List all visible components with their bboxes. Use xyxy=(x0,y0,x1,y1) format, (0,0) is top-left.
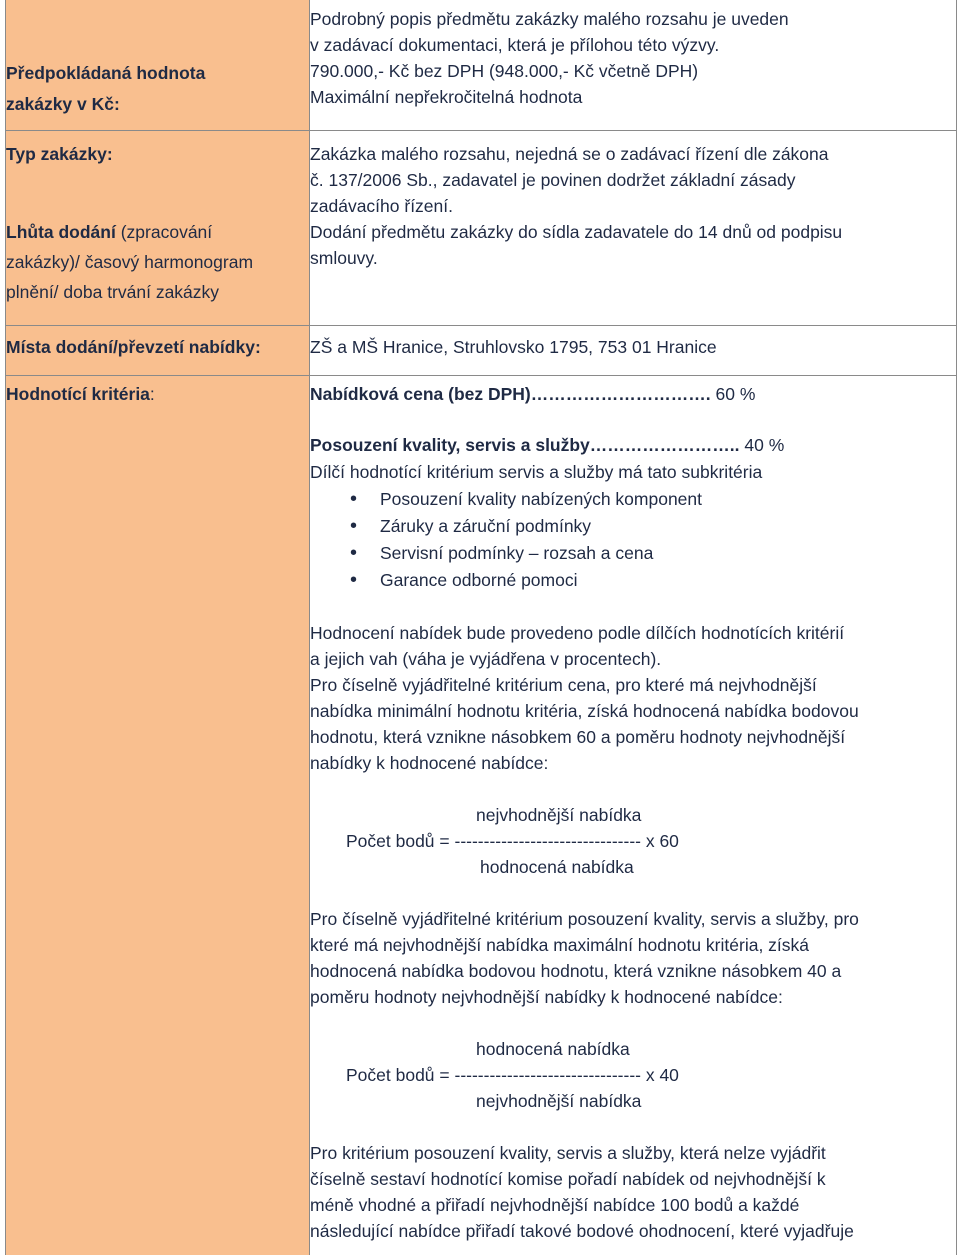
criterion-quality-weight: 40 % xyxy=(739,434,785,455)
text-line: nabídka minimální hodnotu kritéria, získá hodnocená nabídka bodovou xyxy=(310,700,859,721)
deadline-line2: smlouvy. xyxy=(310,247,378,268)
label-criteria-bold: Hodnotící kritéria xyxy=(6,383,150,404)
criterion-price xyxy=(310,380,956,408)
row-delivery-place xyxy=(6,325,957,375)
row-evaluation-criteria xyxy=(6,375,957,1255)
text-line: které má nejvhodnější nabídka maximální hodnotu kritéria, získá xyxy=(310,934,810,955)
criterion-price-label: Nabídková cena (bez DPH)…………………………. xyxy=(310,383,711,404)
text-line: poměru hodnoty nejvhodnější nabídky k hodnocené nabídce: xyxy=(310,986,783,1007)
list-item: • Záruky a záruční podmínky xyxy=(380,513,956,540)
tender-details-table xyxy=(5,0,957,1255)
text-line: Pro kritérium posouzení kvality, servis a služby, která nelze vyjádřit xyxy=(310,1142,826,1163)
label-delivery-place xyxy=(6,325,310,375)
value-estimated-value xyxy=(310,0,957,130)
subcriteria-list xyxy=(310,486,956,594)
text-line: číselně sestaví hodnotící komise pořadí nabídek od nejvhodnější k xyxy=(310,1168,826,1189)
text-line: Pro číselně vyjádřitelné kritérium posouzení kvality, servis a služby, pro xyxy=(310,908,859,929)
criterion-price-weight: 60 % xyxy=(710,383,756,404)
label-deadline-line2: zakázky)/ časový harmonogram xyxy=(6,251,254,272)
text-line: a jejich vah (váha je vyjádřena v procentech). xyxy=(310,648,662,669)
list-item: • Servisní podmínky – rozsah a cena xyxy=(380,540,956,567)
label-deadline-rest: (zpracování xyxy=(115,221,213,242)
evaluation-paragraph xyxy=(310,620,956,776)
contract-type-line2: č. 137/2006 Sb., zadavatel je povinen dodržet základní zásady xyxy=(310,169,796,190)
criterion-quality xyxy=(310,432,956,459)
formula-main: Počet bodů = -------------------------------- x 40 xyxy=(346,1064,679,1085)
intro-line2: v zadávací dokumentaci, která je přílohou této výzvy. xyxy=(310,35,720,55)
text-line: hodnotu, která vznikne násobkem 60 a poměru hodnoty nejvhodnější xyxy=(310,726,846,747)
delivery-place-address: ZŠ a MŠ Hranice, Struhlovsko 1795, 753 01 Hranice xyxy=(310,336,717,357)
text-line: hodnocená nabídka bodovou hodnotu, která vznikne násobkem 40 a xyxy=(310,960,842,981)
formula-numerator: hodnocená nabídka xyxy=(476,1038,630,1059)
text-line: následující nabídce přiřadí takové bodové ohodnocení, které vyjadřuje xyxy=(310,1220,854,1241)
label-estimated-value-line2: zakázky v Kč: xyxy=(6,94,120,114)
label-estimated-value-line1: Předpokládaná hodnota xyxy=(6,63,206,83)
text-line: méně vhodné a přiřadí nejvhodnější nabídce 100 bodů a každé xyxy=(310,1194,800,1215)
subcriteria-intro: Dílčí hodnotící kritérium servis a služby má tato subkritéria xyxy=(310,461,763,482)
max-value-line: Maximální nepřekročitelná hodnota xyxy=(310,87,583,107)
criterion-quality-label: Posouzení kvality, servis a služby…………………….. xyxy=(310,434,740,455)
intro-line1: Podrobný popis předmětu zakázky malého rozsahu je uveden xyxy=(310,9,789,29)
quality-score-formula xyxy=(310,1036,956,1114)
formula-main: Počet bodů = -------------------------------- x 60 xyxy=(346,830,679,851)
row-estimated-value xyxy=(6,0,957,130)
price-line: 790.000,- Kč bez DPH (948.000,- Kč včetně DPH) xyxy=(310,61,699,81)
value-type-deadline xyxy=(310,130,957,325)
label-evaluation-criteria xyxy=(6,375,310,1255)
row-type-deadline xyxy=(6,130,957,325)
label-deadline-line1 xyxy=(6,217,309,247)
list-item: • Posouzení kvality nabízených komponent xyxy=(380,486,956,513)
formula-numerator: nejvhodnější nabídka xyxy=(476,804,642,825)
formula-denominator: hodnocená nabídka xyxy=(480,856,634,877)
label-deadline-line3: plnění/ doba trvání zakázky xyxy=(6,281,220,302)
text-line: Pro číselně vyjádřitelné kritérium cena, pro které má nejvhodnější xyxy=(310,674,817,695)
label-estimated-value xyxy=(6,0,310,130)
price-score-formula xyxy=(310,802,956,880)
formula-denominator: nejvhodnější nabídka xyxy=(476,1090,642,1111)
contract-type-line1: Zakázka malého rozsahu, nejedná se o zadávací řízení dle zákona xyxy=(310,143,829,164)
list-item: • Garance odborné pomoci xyxy=(380,567,956,594)
text-line: Hodnocení nabídek bude provedeno podle dílčích hodnotících kritérií xyxy=(310,622,845,643)
value-delivery-place xyxy=(310,325,957,375)
label-criteria-text xyxy=(6,380,309,408)
quality-paragraph xyxy=(310,906,956,1010)
text-line: nabídky k hodnocené nabídce: xyxy=(310,752,549,773)
label-contract-type: Typ zakázky: xyxy=(6,143,113,164)
label-type-deadline xyxy=(6,130,310,325)
label-deadline-bold: Lhůta dodání xyxy=(6,221,116,242)
label-delivery-place-text: Místa dodání/převzetí nabídky: xyxy=(6,336,261,357)
nonnumeric-paragraph xyxy=(310,1140,956,1244)
value-evaluation-criteria xyxy=(310,375,957,1255)
label-criteria-colon: : xyxy=(149,383,155,404)
deadline-line1: Dodání předmětu zakázky do sídla zadavatele do 14 dnů od podpisu xyxy=(310,221,843,242)
contract-type-line3: zadávacího řízení. xyxy=(310,195,453,216)
